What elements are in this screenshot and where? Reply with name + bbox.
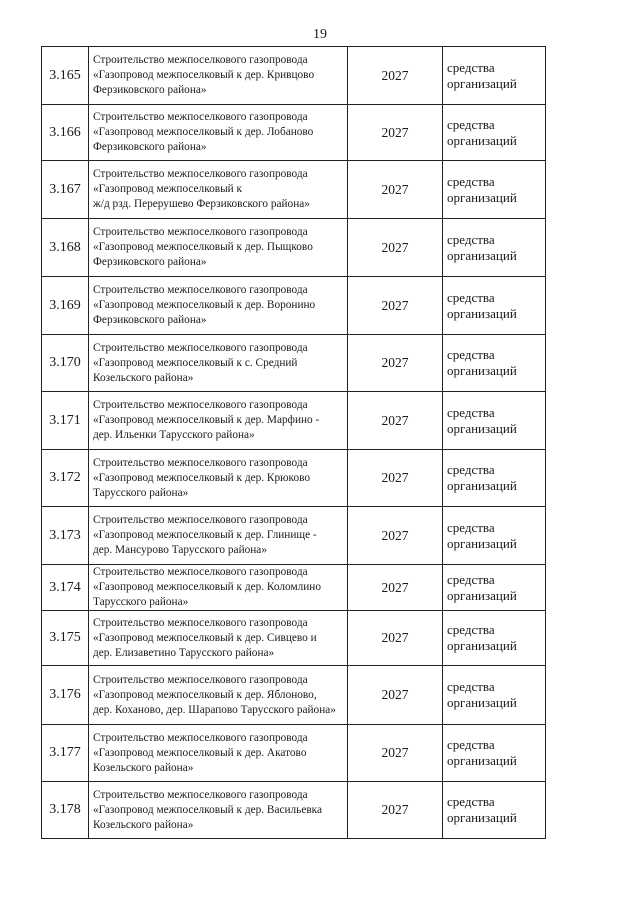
description-line: дер. Елизаветино Тарусского района» — [93, 646, 275, 659]
table-row — [42, 47, 546, 105]
row-funding-source: средства организаций — [443, 782, 546, 839]
row-year: 2027 — [348, 47, 443, 105]
table-row — [42, 219, 546, 277]
table-row — [42, 611, 546, 666]
description-line: Строительство межпоселкового газопровода — [93, 341, 308, 354]
description-line: «Газопровод межпоселковый к дер. Акатово — [93, 746, 307, 759]
description-line: «Газопровод межпоселковый к дер. Кривцово — [93, 69, 315, 81]
row-funding-source: средства организаций — [443, 277, 546, 335]
row-number: 3.173 — [42, 507, 89, 565]
row-number: 3.178 — [42, 782, 89, 839]
row-description — [89, 611, 348, 666]
description-line: Ферзиковского района» — [93, 314, 207, 326]
row-year: 2027 — [348, 565, 443, 611]
page-number: 19 — [313, 27, 327, 42]
row-year: 2027 — [348, 666, 443, 725]
description-line: «Газопровод межпоселковый к дер. Глинище - — [93, 529, 317, 541]
description-line: Ферзиковского района» — [93, 141, 207, 153]
description-line: Строительство межпоселкового газопровода — [93, 788, 308, 801]
projects-table — [41, 46, 546, 839]
description-line: дер. Кохановo, дер. Шарапово Тарусского района» — [93, 703, 336, 716]
table-row — [42, 277, 546, 335]
row-funding-source: средства организаций — [443, 161, 546, 219]
description-line: Строительство межпоселкового газопровода — [93, 456, 308, 469]
row-year: 2027 — [348, 782, 443, 839]
row-year: 2027 — [348, 725, 443, 782]
description-line: Тарусского района» — [93, 486, 189, 499]
row-funding-source: средства организаций — [443, 611, 546, 666]
row-number: 3.174 — [42, 565, 89, 611]
row-description — [89, 277, 348, 335]
description-line: Козельского района» — [93, 818, 194, 831]
description-line: «Газопровод межпоселковый к дер. Пыщково — [93, 241, 313, 253]
description-line: Козельского района» — [93, 371, 194, 384]
row-funding-source: средства организаций — [443, 565, 546, 611]
row-number: 3.175 — [42, 611, 89, 666]
row-number: 3.167 — [42, 161, 89, 219]
description-line: «Газопровод межпоселковый к дер. Васильевка — [93, 803, 323, 816]
row-year: 2027 — [348, 105, 443, 161]
row-year: 2027 — [348, 611, 443, 666]
description-line: «Газопровод межпоселковый к дер. Сивцево и — [93, 631, 317, 644]
table-row — [42, 450, 546, 507]
description-line: Ферзиковского района» — [93, 256, 207, 268]
table-row — [42, 335, 546, 392]
description-line: Козельского района» — [93, 761, 194, 774]
description-line: Ферзиковского района» — [93, 84, 207, 96]
row-funding-source: средства организаций — [443, 666, 546, 725]
row-number: 3.165 — [42, 47, 89, 105]
description-line: Тарусского района» — [93, 596, 189, 608]
description-line: «Газопровод межпоселковый к дер. Лобаново — [93, 126, 314, 138]
description-line: «Газопровод межпоселковый к дер. Марфино - — [93, 414, 320, 426]
table-row — [42, 507, 546, 565]
row-number: 3.172 — [42, 450, 89, 507]
description-line: Строительство межпоселкового газопровода — [93, 399, 308, 411]
description-line: Строительство межпоселкового газопровода — [93, 284, 308, 296]
row-description — [89, 47, 348, 105]
description-line: «Газопровод межпоселковый к с. Средний — [93, 356, 298, 369]
row-number: 3.171 — [42, 392, 89, 450]
description-line: «Газопровод межпоселковый к дер. Крюково — [93, 471, 311, 484]
row-description — [89, 725, 348, 782]
table-body — [42, 47, 546, 839]
row-description — [89, 565, 348, 611]
row-description — [89, 507, 348, 565]
row-funding-source: средства организаций — [443, 725, 546, 782]
table-row — [42, 782, 546, 839]
description-line: ж/д рзд. Перерушево Ферзиковского района» — [93, 198, 310, 210]
row-number: 3.176 — [42, 666, 89, 725]
row-year: 2027 — [348, 161, 443, 219]
row-year: 2027 — [348, 450, 443, 507]
row-funding-source: средства организаций — [443, 392, 546, 450]
row-number: 3.169 — [42, 277, 89, 335]
row-description — [89, 666, 348, 725]
description-line: «Газопровод межпоселковый к дер. Воронино — [93, 299, 316, 311]
row-description — [89, 161, 348, 219]
description-line: дер. Мансурово Тарусского района» — [93, 544, 267, 556]
row-number: 3.177 — [42, 725, 89, 782]
row-number: 3.170 — [42, 335, 89, 392]
row-funding-source: средства организаций — [443, 47, 546, 105]
row-year: 2027 — [348, 277, 443, 335]
description-line: Строительство межпоселкового газопровода — [93, 168, 308, 180]
row-description — [89, 782, 348, 839]
row-funding-source: средства организаций — [443, 507, 546, 565]
description-line: Строительство межпоселкового газопровода — [93, 616, 308, 629]
row-funding-source: средства организаций — [443, 105, 546, 161]
row-year: 2027 — [348, 392, 443, 450]
description-line: Строительство межпоселкового газопровода — [93, 566, 308, 578]
table-row — [42, 725, 546, 782]
description-line: «Газопровод межпоселковый к дер. Яблоново, — [93, 688, 317, 701]
description-line: «Газопровод межпоселковый к — [93, 183, 243, 195]
row-description — [89, 450, 348, 507]
table-row — [42, 565, 546, 611]
description-line: Строительство межпоселкового газопровода — [93, 731, 308, 744]
description-line: Строительство межпоселкового газопровода — [93, 514, 308, 526]
row-number: 3.166 — [42, 105, 89, 161]
row-description — [89, 105, 348, 161]
row-funding-source: средства организаций — [443, 335, 546, 392]
table-row — [42, 392, 546, 450]
row-funding-source: средства организаций — [443, 450, 546, 507]
description-line: «Газопровод межпоселковый к дер. Коломлино — [93, 581, 321, 593]
table-row — [42, 105, 546, 161]
description-line: Строительство межпоселкового газопровода — [93, 226, 308, 238]
description-line: Строительство межпоселкового газопровода — [93, 54, 308, 66]
row-number: 3.168 — [42, 219, 89, 277]
description-line: дер. Ильенки Тарусского района» — [93, 429, 255, 441]
row-funding-source: средства организаций — [443, 219, 546, 277]
row-description — [89, 335, 348, 392]
table-row — [42, 161, 546, 219]
table-row — [42, 666, 546, 725]
row-year: 2027 — [348, 507, 443, 565]
row-description — [89, 392, 348, 450]
row-description — [89, 219, 348, 277]
row-year: 2027 — [348, 219, 443, 277]
description-line: Строительство межпоселкового газопровода — [93, 111, 308, 123]
row-year: 2027 — [348, 335, 443, 392]
description-line: Строительство межпоселкового газопровода — [93, 673, 308, 686]
